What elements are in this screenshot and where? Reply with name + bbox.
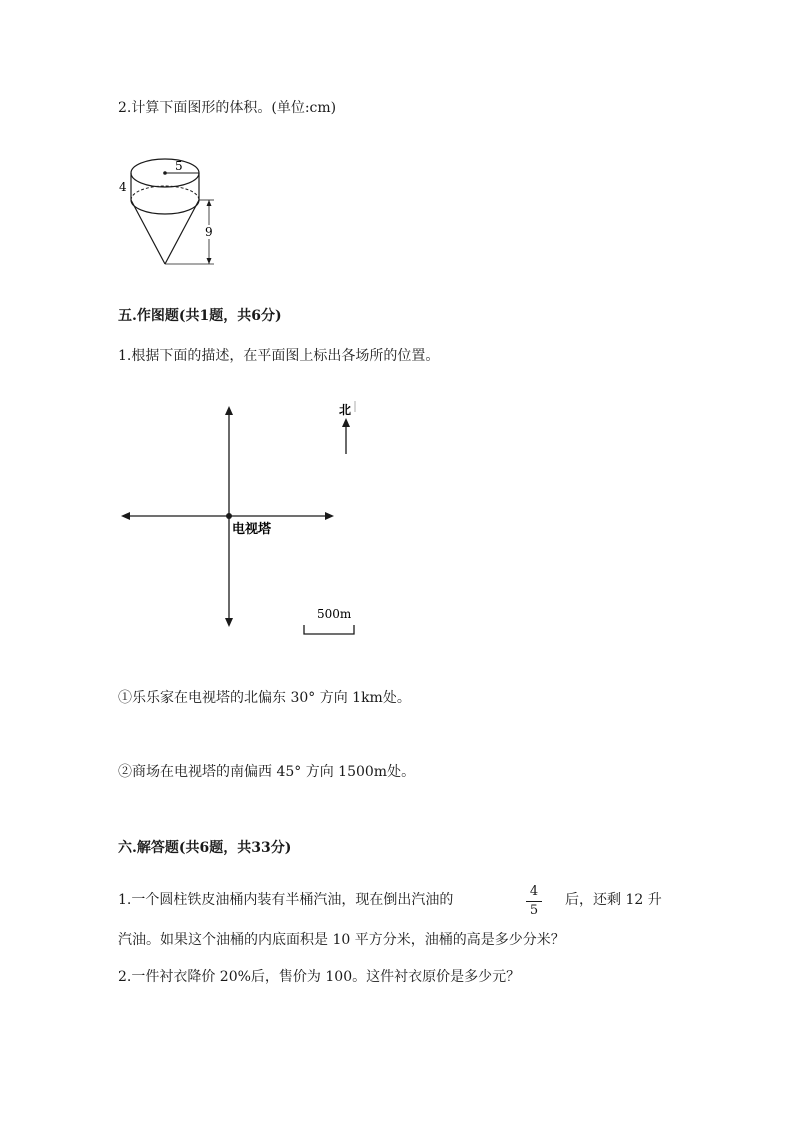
map-item-1: ①乐乐家在电视塔的北偏东 30° 方向 1km处。 (118, 690, 411, 706)
scale-bar (304, 625, 354, 634)
fraction-denominator: 5 (529, 903, 539, 918)
radius-label: 5 (175, 159, 183, 173)
fraction-numerator: 4 (529, 884, 539, 899)
section-6-question-2: 2.一件衬衣降价 20%后，售价为 100。这件衬衣原价是多少元？ (118, 969, 521, 985)
section-6-heading: 六.解答题(共6题，共33分) (118, 840, 292, 856)
section-5-question-1: 1.根据下面的描述，在平面图上标出各场所的位置。 (118, 348, 440, 364)
plan-map (118, 400, 368, 645)
north-label: 北 (339, 403, 352, 417)
section-5-heading: 五.作图题(共1题，共6分) (118, 308, 282, 324)
section-6-question-1-part1: 1.一个圆柱铁皮油桶内装有半桶汽油，现在倒出汽油的 (118, 892, 454, 908)
tv-tower-label: 电视塔 (232, 522, 272, 537)
cylinder-cone-figure (110, 145, 230, 270)
section-6-question-1-part2: 后，还剩 12 升 (565, 892, 662, 908)
map-item-2: ②商场在电视塔的南偏西 45° 方向 1500m处。 (118, 764, 416, 780)
section-6-question-1-line2: 汽油。如果这个油桶的内底面积是 10 平方分米，油桶的高是多少分米？ (118, 932, 565, 948)
fraction (526, 884, 542, 919)
cone-height-label: 9 (205, 225, 213, 239)
scale-label: 500m (317, 607, 352, 621)
question-2-text: 2.计算下面图形的体积。(单位:cm) (118, 100, 337, 116)
cylinder-height-label: 4 (119, 180, 127, 194)
